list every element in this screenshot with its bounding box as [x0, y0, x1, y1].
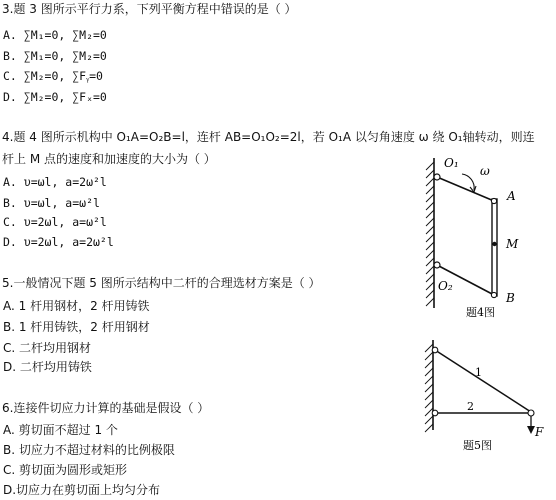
load-arrow-head [527, 426, 535, 434]
q4-stem-line1: 4.题 4 图所示机构中 O₁A=O₂B=l，连杆 AB=O₁O₂=2l，若 O₁A 以匀角速度 ω 绕 O₁轴转动，则连 [2, 130, 535, 144]
label-a: A [507, 189, 516, 203]
pin-joint [528, 410, 534, 416]
q3-option-c: C. ∑M₂=0, ∑Fᵧ=0 [3, 69, 103, 83]
link-o1a [437, 177, 494, 201]
pin-a [491, 198, 496, 203]
figure-4 [410, 150, 550, 320]
label-o2: O₂ [438, 279, 453, 293]
figure-5-caption: 题5图 [463, 439, 492, 452]
figure-5 [415, 330, 550, 455]
q4-option-d: D. υ=2ωl, a=2ω²l [3, 235, 114, 249]
q3-option-d: D. ∑M₂=0, ∑Fₓ=0 [3, 90, 107, 104]
wall-hatching [426, 162, 434, 306]
q3-option-a: A. ∑M₁=0, ∑M₂=0 [3, 28, 107, 42]
pin-top [432, 347, 438, 353]
pin-o1 [434, 174, 440, 180]
label-m: M [506, 237, 519, 251]
label-bar-1: 1 [475, 366, 482, 379]
q6-stem: 6.连接件切应力计算的基础是假设（ ） [2, 401, 210, 415]
q4-option-a: A. υ=ωl, a=2ω²l [3, 175, 107, 189]
q5-option-c: C. 二杆均用钢材 [3, 341, 92, 355]
figure-4-diagram [410, 150, 550, 320]
label-b: B [506, 291, 515, 305]
q5-stem: 5.一般情况下题 5 图所示结构中二杆的合理选材方案是（ ） [2, 276, 321, 290]
bar-1 [435, 350, 531, 412]
q6-option-a: A. 剪切面不超过 1 个 [3, 423, 118, 437]
q4-option-b: B. υ=ωl, a=ω²l [3, 196, 100, 210]
q4-option-c: C. υ=2ωl, a=ω²l [3, 215, 107, 229]
pin-o2 [434, 262, 440, 268]
q6-option-d: D.切应力在剪切面上均匀分布 [3, 483, 161, 497]
q4-stem-line2: 杆上 M 点的速度和加速度的大小为（ ） [2, 152, 216, 166]
q3-stem: 3.题 3 图所示平行力系，下列平衡方程中错误的是（ ） [2, 2, 297, 16]
label-omega: ω [480, 164, 490, 178]
wall-hatching [425, 344, 433, 432]
pin-bottom [432, 410, 438, 416]
q5-option-d: D. 二杆均用铸铁 [3, 360, 92, 374]
rod-ab [492, 199, 497, 296]
label-o1: O₁ [444, 156, 459, 170]
q5-option-a: A. 1 杆用钢材，2 杆用铸铁 [3, 299, 150, 313]
label-bar-2: 2 [467, 400, 474, 413]
q5-option-b: B. 1 杆用铸铁，2 杆用钢材 [3, 320, 150, 334]
point-m [492, 242, 496, 246]
figure-5-diagram [415, 330, 550, 455]
q6-option-b: B. 切应力不超过材料的比例极限 [3, 443, 175, 457]
q6-option-c: C. 剪切面为圆形或矩形 [3, 463, 128, 477]
q3-option-b: B. ∑M₁=0, ∑M₂=0 [3, 49, 107, 63]
pin-b [491, 292, 496, 297]
label-f: F [535, 425, 544, 439]
figure-4-caption: 题4图 [466, 306, 495, 319]
